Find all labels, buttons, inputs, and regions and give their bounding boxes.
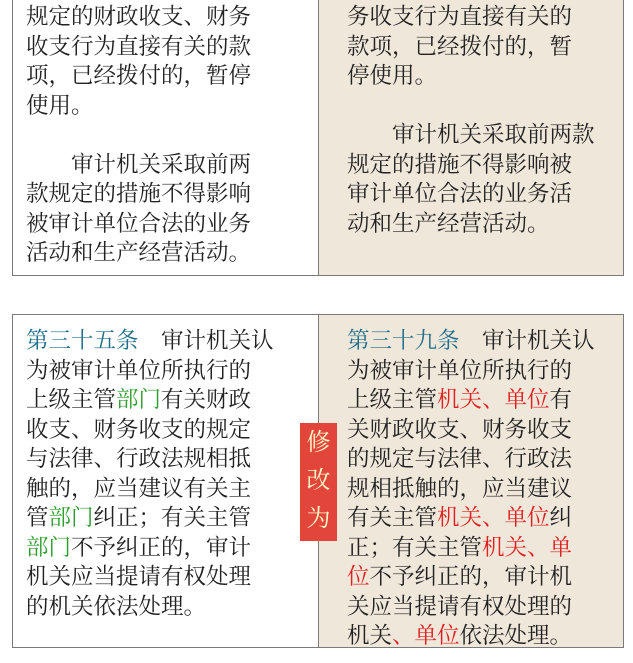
text-line: 被审计单位合法的业务 (26, 210, 252, 237)
text-span: 管 (26, 505, 49, 531)
text-line (347, 534, 595, 564)
article-number: 第三十五条 (26, 328, 139, 354)
text-span: 机关 (347, 623, 393, 649)
text-line: 动和生产经营活动。 (347, 210, 550, 237)
text-line (347, 327, 595, 357)
text-line: 审计单位合法的业务活 (347, 181, 573, 207)
highlight-old-term: 部门 (26, 534, 72, 561)
text-line: 收支行为直接有关的款 (26, 33, 252, 60)
text-span: 不予纠正的，审计机 (369, 564, 573, 590)
text-line: 为被审计单位所执行的 (26, 357, 252, 384)
text-line: 款项，已经拨付的，暂 (347, 33, 573, 60)
text-span: 有关主管 (347, 505, 438, 531)
text-line: 触的，应当建议有关主 (26, 475, 252, 502)
text-line: 的规定与法律、行政法 (347, 446, 573, 472)
text-line: 项，已经拨付的，暂停 (26, 63, 252, 89)
text-line: 审计机关采取前两款 (347, 122, 595, 148)
text-line (26, 327, 274, 357)
text-line: 停使用。 (347, 63, 438, 89)
old-law-text-top (26, 3, 251, 269)
text-line: 规定的措施不得影响被 (347, 151, 573, 178)
text-span: 有 (549, 387, 573, 413)
text-span: 纠正；有关主管 (93, 505, 252, 531)
text-span: 审计机关认 (161, 328, 274, 354)
badge-char: 改 (306, 466, 331, 494)
changed-to-badge (300, 423, 337, 541)
highlight-new-term: 、单位 (392, 623, 460, 649)
highlight-new-term: 机关、单位 (437, 387, 550, 413)
text-line: 关财政收支、财务收支 (347, 416, 573, 443)
text-line (26, 504, 274, 534)
text-line (26, 534, 274, 564)
text-span: 上级主管 (26, 387, 117, 413)
new-law-text-top (347, 3, 595, 239)
text-line (347, 622, 595, 652)
text-line (347, 386, 595, 416)
text-span: 不予纠正的，审计 (71, 534, 252, 561)
text-line: 为被审计单位所执行的 (347, 357, 573, 384)
text-span: 纠 (549, 505, 573, 531)
text-span: 审计机关认 (482, 328, 595, 354)
highlight-new-term: 机关、单 (482, 534, 573, 561)
text-line: 关应当提请有权处理的 (347, 593, 573, 620)
highlight-new-term: 位 (347, 564, 370, 590)
text-span: 上级主管 (347, 387, 438, 413)
text-line: 规相抵触的，应当建议 (347, 475, 573, 502)
text-span: 有关财政 (161, 387, 252, 413)
text-span: 依法处理。 (459, 623, 573, 649)
text-line: 审计机关采取前两 (26, 151, 252, 178)
badge-char: 修 (306, 428, 331, 456)
text-line: 收支、财务收支的规定 (26, 416, 252, 443)
text-line (347, 92, 595, 122)
text-line: 规定的财政收支、财务 (26, 4, 252, 30)
text-span: 正；有关主管 (347, 534, 483, 561)
text-line: 机关应当提请有权处理 (26, 564, 252, 590)
article-number: 第三十九条 (347, 328, 460, 354)
text-line: 与法律、行政法规相抵 (26, 446, 252, 472)
text-line: 的机关依法处理。 (26, 593, 207, 620)
text-line (347, 563, 595, 593)
text-line: 活动和生产经营活动。 (26, 240, 252, 266)
old-law-article-35 (26, 327, 274, 622)
text-line: 使用。 (26, 92, 94, 119)
highlight-new-term: 机关、单位 (437, 505, 550, 531)
text-line: 务收支行为直接有关的 (347, 4, 573, 30)
text-line: 款规定的措施不得影响 (26, 181, 252, 207)
highlight-old-term: 部门 (48, 505, 94, 531)
text-line (347, 504, 595, 534)
badge-char: 为 (306, 504, 331, 532)
highlight-old-term: 部门 (116, 387, 162, 413)
text-line (26, 121, 251, 151)
text-line (26, 386, 274, 416)
new-law-article-39 (347, 327, 595, 652)
